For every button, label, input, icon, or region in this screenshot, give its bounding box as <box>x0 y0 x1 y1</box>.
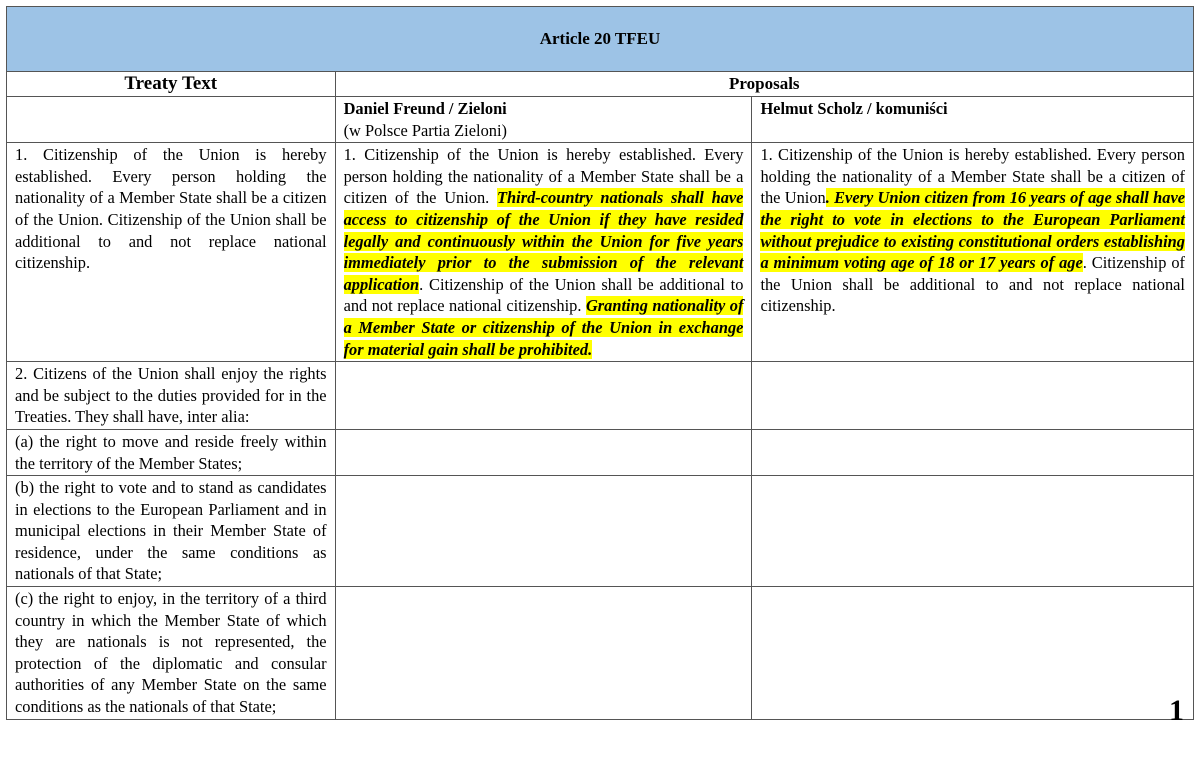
highlighted-amendment: Third-country nationals shall have access to citizenship of the Union if they have resided legally and continuously within the Union for five years immediately prior to the submission of the relevant application <box>343 188 744 294</box>
freund-proposal-cell <box>335 143 752 362</box>
proposals-header: Proposals <box>335 72 1193 97</box>
empty-cell <box>335 587 752 720</box>
author-name: Helmut Scholz / komuniści <box>760 99 948 118</box>
empty-cell <box>7 97 336 143</box>
treaty-text-cell: 2. Citizens of the Union shall enjoy the rights and be subject to the duties provided for in the Treaties. They shall have, inter alia: <box>7 362 336 430</box>
proposal-text: . Citizenship of the Union shall be additional to and not replace national citizenship. <box>760 253 1185 316</box>
empty-cell <box>752 587 1194 720</box>
page-number: 1 <box>1169 694 1184 727</box>
table-row <box>7 429 1194 475</box>
header-row <box>7 72 1194 97</box>
authors-row <box>7 97 1194 143</box>
table-row <box>7 587 1194 720</box>
table-row <box>7 362 1194 430</box>
author-scholz <box>752 97 1194 143</box>
proposal-text: . Citizenship of the Union shall be additional to and not replace national citizenship. <box>343 274 744 316</box>
empty-cell <box>335 429 752 475</box>
empty-cell <box>752 476 1194 587</box>
author-name: Daniel Freund / Zieloni <box>343 99 507 118</box>
article-title: Article 20 TFEU <box>7 7 1194 72</box>
table-row <box>7 476 1194 587</box>
table-row <box>7 143 1194 362</box>
treaty-text-cell: (a) the right to move and reside freely within the territory of the Member States; <box>7 429 336 475</box>
empty-cell <box>335 362 752 430</box>
proposal-text: 1. Citizenship of the Union is hereby established. Every person holding the nationality of a Member State shall be a citizen of the Union. <box>343 145 744 208</box>
treaty-text-header: Treaty Text <box>7 72 336 97</box>
title-row <box>7 7 1194 72</box>
highlighted-amendment: Granting nationality of a Member State or citizenship of the Union in exchange for material gain shall be prohibited. <box>343 296 744 359</box>
proposal-text: 1. Citizenship of the Union is hereby established. Every person holding the nationality of a Member State shall be a citizen of the Union <box>760 145 1185 208</box>
author-freund <box>335 97 752 143</box>
empty-cell <box>752 362 1194 430</box>
empty-cell <box>752 429 1194 475</box>
empty-cell <box>335 476 752 587</box>
article-comparison-table <box>6 6 1194 720</box>
treaty-text-cell: (c) the right to enjoy, in the territory of a third country in which the Member State of which they are nationals is not represented, the protection of the diplomatic and consular authorities of any Member State on the same conditions as the nationals of that State; <box>7 587 336 720</box>
highlighted-amendment: . Every Union citizen from 16 years of age shall have the right to vote in elections to the European Parliament without prejudice to existing constitutional orders establishing a minimum voting age of 18 or 17 years of age <box>760 188 1185 273</box>
treaty-text-cell: (b) the right to vote and to stand as candidates in elections to the European Parliament and in municipal elections in their Member State of residence, under the same conditions as nationals of that State; <box>7 476 336 587</box>
author-note: (w Polsce Partia Zieloni) <box>343 120 507 140</box>
scholz-proposal-cell <box>752 143 1194 362</box>
treaty-text-cell: 1. Citizenship of the Union is hereby established. Every person holding the nationality of a Member State shall be a citizen of the Union. Citizenship of the Union shall be additional to and not replace national citizenship. <box>7 143 336 362</box>
